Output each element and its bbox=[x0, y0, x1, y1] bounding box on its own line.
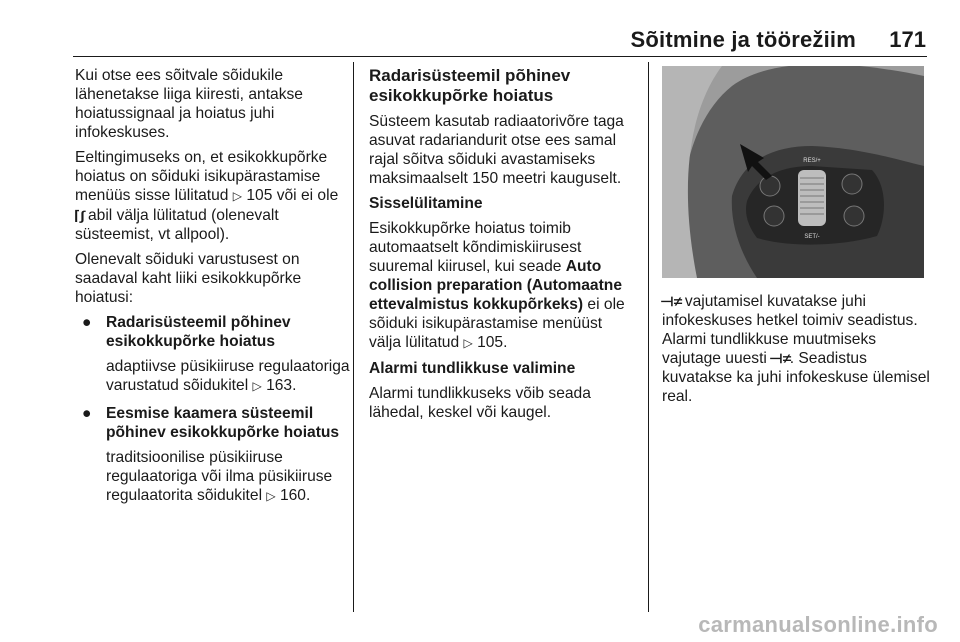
column-divider-left bbox=[353, 62, 354, 612]
sensitivity-instructions: ⊣≠ vajutamisel kuvatakse juhi infokeskuses hetkel toimiv seadistus. Alarmi tundlikkuse muutmiseks vajutage uuesti ⊣≠. Seadistus kuvatakse ka juhi infokeskuse ülemisel real. bbox=[660, 293, 930, 405]
subheading-activation: Sisselülitamine bbox=[369, 195, 483, 212]
intro-paragraph: Kui otse ees sõitvale sõidukile lähenetakse liiga kiiresti, antakse hoiatussignaal ja hoiatus juhi infokeskuses. bbox=[75, 67, 303, 141]
section-heading: Radarisüsteemil põhinev esikokkupõrke hoiatus bbox=[369, 66, 571, 105]
column-divider-right bbox=[648, 62, 649, 612]
list-item: ● Eesmise kaamera süsteemil põhinev esikokkupõrke hoiatus traditsioonilise püsikiiruse regulaatoriga või ilma püsikiiruse regulaatorita sõidukitel ▷ 160. bbox=[82, 405, 340, 504]
column-middle bbox=[369, 66, 637, 428]
res-label: RES/+ bbox=[803, 158, 821, 164]
list-item: ● Radarisüsteemil põhinev esikokkupõrke hoiatus adaptiivse püsikiiruse regulaatoriga varustatud sõidukitel ▷ 163. bbox=[82, 314, 350, 394]
car-distance-icon: ⊣≠ bbox=[660, 294, 683, 309]
page-ref-icon: ▷ bbox=[266, 489, 276, 503]
bullet-dot: ● bbox=[82, 405, 92, 422]
column-right bbox=[662, 292, 932, 412]
page-header bbox=[0, 0, 960, 60]
precondition-paragraph: Eeltingimuseks on, et esikokkupõrke hoiatus on sõiduki isikupärastamise menüüs sisse lülitatud ▷ 105 või ei ole ⌈∫ abil välja lülitatud (olenevalt süsteemist, vt allpool). bbox=[74, 149, 339, 243]
types-paragraph: Olenevalt sõiduki varustusest on saadaval kaht liiki esikokkupõrke hoiatusi: bbox=[75, 251, 302, 306]
set-label: SET/- bbox=[804, 234, 820, 240]
page-ref-icon: ▷ bbox=[232, 189, 242, 203]
radar-paragraph: Süsteem kasutab radiaatorivõre taga asuvat radariandurit otse ees samal rajal sõitva sõiduki avastamiseks maksimaalselt 150 meetri kauguselt. bbox=[369, 113, 624, 187]
sensitivity-paragraph: Alarmi tundlikkuseks võib seada lähedal, keskel või kaugel. bbox=[369, 385, 591, 421]
bullet-dot: ● bbox=[82, 314, 92, 331]
lane-car-icon: ⌈∫ bbox=[74, 208, 85, 223]
watermark: carmanualsonline.info bbox=[698, 612, 938, 637]
steering-wheel-photo bbox=[662, 66, 924, 278]
page-number: 171 bbox=[889, 27, 926, 52]
page-title: Sõitmine ja töörežiim bbox=[630, 27, 856, 52]
subheading-sensitivity: Alarmi tundlikkuse valimine bbox=[369, 360, 576, 377]
steering-wheel-illustration bbox=[662, 66, 924, 278]
page-ref-icon: ▷ bbox=[463, 336, 473, 350]
page-ref-icon: ▷ bbox=[252, 379, 262, 393]
car-distance-icon: ⊣≠ bbox=[769, 351, 792, 366]
header-rule bbox=[73, 56, 927, 57]
column-left bbox=[75, 66, 350, 514]
activation-paragraph: Esikokkupõrke hoiatus toimib automaatselt kõndimiskiirusest suuremal kiirusel, kui seade Auto collision preparation (Automaatne ettevalmistus kokkupõrkeks) ei ole sõiduki isikupärastamise menüüst välja lülitatud ▷ 105. bbox=[369, 220, 625, 351]
